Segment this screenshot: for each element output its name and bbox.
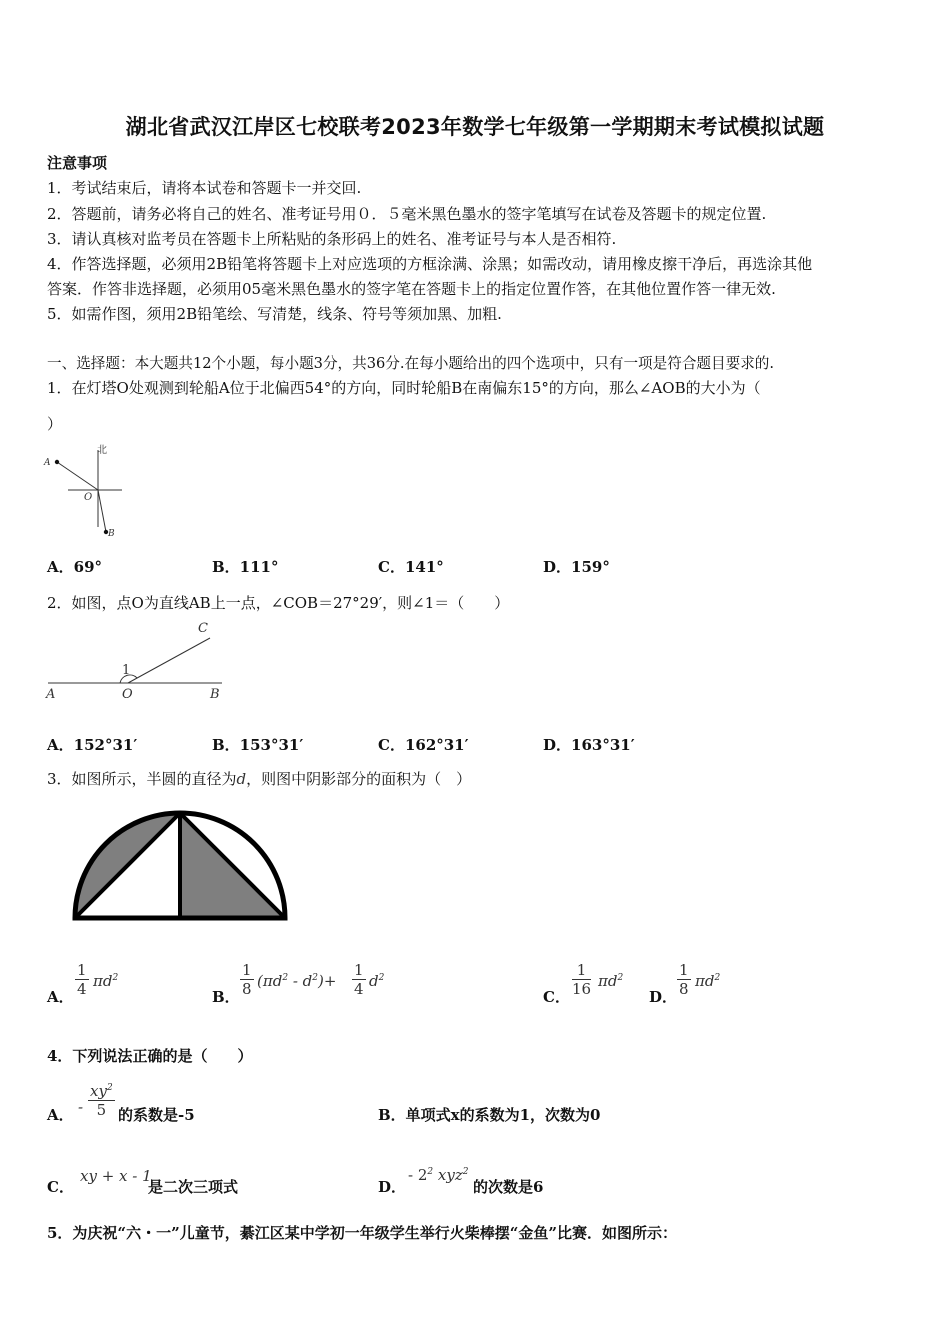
q4-option-d-text: 的次数是6 [473,1178,544,1196]
q4-option-a-minus: - [78,1098,84,1116]
question-5-text: 5．为庆祝“六・一”儿童节，綦江区某中学初一年级学生举行火柴棒摆“金鱼”比赛．如图所示： [47,1224,677,1242]
fig1-label-north: 北 [97,445,107,456]
fig1-label-a: A [44,458,51,468]
q4-option-a-fraction: $\frac{xy^2}{5}$ [90,1082,113,1119]
q4-option-c-text: 是二次三项式 [148,1178,239,1196]
q2-option-a: A．152°31′ [47,736,138,754]
question-1-text-end: ） [47,415,63,433]
notice-heading: 注意事项 [47,154,108,172]
q1-option-a: A．69° [47,558,103,576]
question-3-text: 3．如图所示，半圆的直径为d，则图中阴影部分的面积为（ ） [47,770,472,788]
q3-option-c-term: $\pi d^2$ [598,972,624,990]
q1-option-c: C．141° [378,558,444,576]
q3-option-b-term2: $d^2$ [369,972,385,990]
question-2-text: 2．如图，点O为直线AB上一点，∠COB＝27°29′，则∠1＝（ ） [47,594,510,612]
q2-option-d: D．163°31′ [543,736,635,754]
q4-option-d-expr: - $2^2$ xyz$^2$ [408,1166,469,1184]
q3-option-c-label: C． [543,988,570,1006]
fig2-label-o: O [122,687,133,702]
question-1-text: 1．在灯塔O处观测到轮船A位于北偏西54°的方向，同时轮船B在南偏东15°的方向，那么∠AOB的大小为（ [47,379,761,397]
fig2-label-1: 1 [122,663,131,678]
fig2-label-c: C [198,621,208,636]
q3-option-b-fraction2: $\frac{1}{4}$ [354,961,364,998]
fig1-label-o: O [84,492,93,503]
q4-option-a-label: A． [47,1106,74,1124]
q4-option-b: B．单项式x的系数为1，次数为0 [378,1106,601,1124]
page-title: 湖北省武汉江岸区七校联考2023年数学七年级第一学期期末考试模拟试题 [125,115,825,139]
notice-item: 5．如需作图，须用2B铅笔绘、写清楚，线条、符号等须加黑、加粗. [47,305,502,323]
notice-item: 4．作答选择题，必须用2B铅笔将答题卡上对应选项的方框涂满、涂黑；如需改动，请用橡皮擦干净后，再选涂其他 [47,255,813,273]
q4-option-d-label: D． [378,1178,407,1196]
q2-option-b: B．153°31′ [212,736,304,754]
q1-option-d: D．159° [543,558,610,576]
q3-option-d-fraction: $\frac{1}{8}$ [679,961,689,998]
section-heading: 一、选择题：本大题共12个小题，每小题3分，共36分.在每小题给出的四个选项中，只有一项是符合题目要求的. [47,355,775,372]
q3-option-d-label: D． [649,988,678,1006]
q2-option-c: C．162°31′ [378,736,469,754]
question-1-figure [40,440,130,540]
q4-option-a-text: 的系数是-5 [118,1106,195,1124]
q3-option-a-term: $\pi d^2$ [93,972,119,990]
q4-option-c-expr: xy + x - 1 [80,1167,152,1185]
question-3-semicircle-figure [70,808,294,924]
question-4-text: 4．下列说法正确的是（ ） [47,1047,253,1065]
q4-option-c-label: C． [47,1178,74,1196]
q1-option-b: B．111° [212,558,279,576]
notice-item: 答案．作答非选择题，必须用05毫米黑色墨水的签字笔在答题卡上的指定位置作答，在其他位置作答一律无效. [47,280,776,298]
q3-option-d-term: $\pi d^2$ [695,972,721,990]
q3-option-b-fraction: $\frac{1}{8}$ [242,961,252,998]
q3-option-a-fraction: $\frac{1}{4}$ [77,961,87,998]
notice-item: 2．答题前，请务必将自己的姓名、准考证号用０．５毫米黑色墨水的签字笔填写在试卷及答题卡的规定位置. [47,205,767,223]
q3-option-c-fraction: $\frac{1}{16}$ [572,961,592,998]
q3-option-b-term: $(\pi d^2 - d^2)+$ [257,972,337,990]
question-2-figure [40,618,240,708]
fig2-label-b: B [210,687,220,702]
q3-option-b-label: B． [212,988,240,1006]
q3-option-a-label: A． [47,988,74,1006]
fig1-label-b: B [108,529,115,539]
notice-item: 1．考试结束后，请将本试卷和答题卡一并交回. [47,179,362,197]
notice-item: 3．请认真核对监考员在答题卡上所粘贴的条形码上的姓名、准考证号与本人是否相符. [47,230,617,248]
fig2-label-a: A [46,687,56,702]
